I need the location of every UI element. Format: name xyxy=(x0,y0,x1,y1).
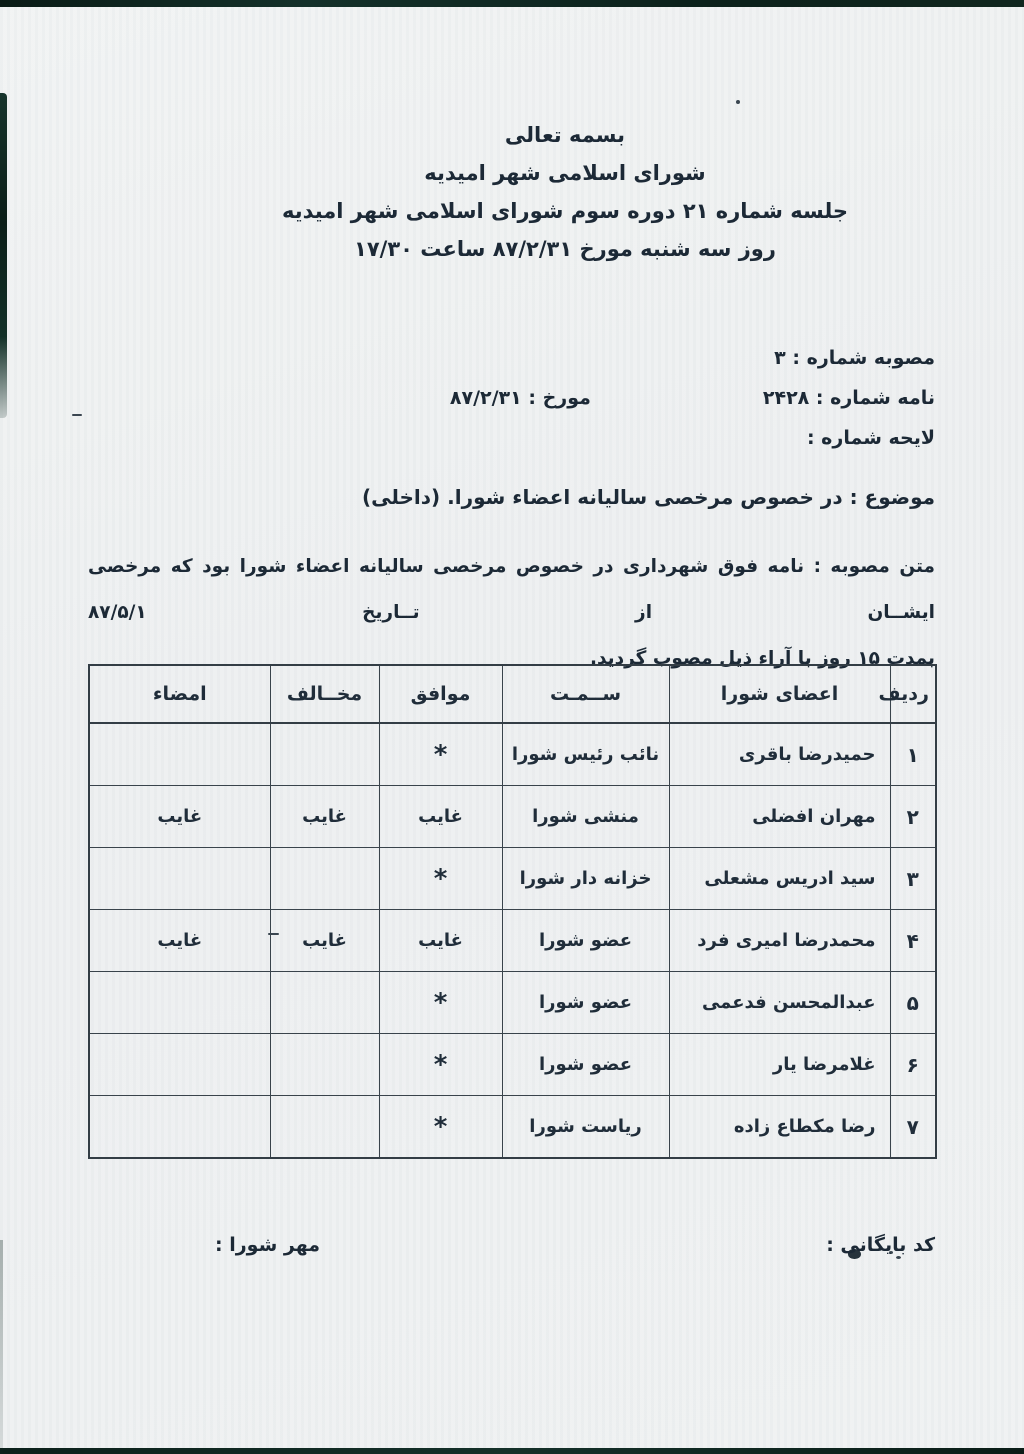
vote-table-row xyxy=(89,1034,936,1096)
resolution-meta xyxy=(88,338,935,458)
vote-table xyxy=(88,664,937,1159)
vote-table-header xyxy=(89,665,936,723)
col-header-signature: امضاء xyxy=(89,665,270,723)
cell-position: عضو شورا xyxy=(502,1034,669,1096)
cell-position: عضو شورا xyxy=(502,972,669,1034)
cell-position: ریاست شورا xyxy=(502,1096,669,1159)
cell-signature: غایب xyxy=(89,910,270,972)
cell-signature xyxy=(89,723,270,786)
cell-agree-vote: * xyxy=(379,848,502,910)
vote-table-header-row xyxy=(89,665,936,723)
scan-edge-top xyxy=(0,0,1024,7)
col-header-agree: موافق xyxy=(379,665,502,723)
cell-oppose-vote xyxy=(270,848,379,910)
resolution-body xyxy=(88,544,935,682)
cell-row-no: ۲ xyxy=(890,786,936,848)
cell-agree-vote: غایب xyxy=(379,786,502,848)
letter-date: مورخ : ۸۷/۲/۳۱ xyxy=(449,387,591,409)
cell-agree-vote: * xyxy=(379,972,502,1034)
bill-number-line xyxy=(88,418,935,458)
bill-number: لایحه شماره : xyxy=(806,427,935,449)
cell-agree-vote: * xyxy=(379,1034,502,1096)
cell-position: منشی شورا xyxy=(502,786,669,848)
cell-oppose-vote: غایب xyxy=(270,786,379,848)
vote-table-row xyxy=(89,972,936,1034)
cell-member-name: مهران افضلی xyxy=(669,786,890,848)
cell-member-name: سید ادریس مشعلی xyxy=(669,848,890,910)
letter-number: نامه شماره : ۲۴۲۸ xyxy=(762,387,935,409)
vote-table-row xyxy=(89,723,936,786)
resolution-number: مصوبه شماره : ۳ xyxy=(774,347,935,369)
cell-oppose-vote xyxy=(270,972,379,1034)
col-header-position: ســمـت xyxy=(502,665,669,723)
col-header-member: اعضای شورا xyxy=(669,665,890,723)
resolution-body-line-2: بمدت ۱۵ روز با آراء ذیل مصوب گردید. xyxy=(589,648,935,669)
cell-signature: غایب xyxy=(89,786,270,848)
cell-member-name: حمیدرضا باقری xyxy=(669,723,890,786)
council-name-line: شورای اسلامی شهر امیدیه xyxy=(424,161,706,185)
cell-signature xyxy=(89,1034,270,1096)
vote-table-row xyxy=(89,786,936,848)
cell-row-no: ۳ xyxy=(890,848,936,910)
cell-agree-vote: غایب xyxy=(379,910,502,972)
cell-position: عضو شورا xyxy=(502,910,669,972)
session-datetime-line: روز سه شنبه مورخ ۸۷/۲/۳۱ ساعت ۱۷/۳۰ xyxy=(354,237,776,261)
scan-speck xyxy=(72,414,82,416)
cell-signature xyxy=(89,972,270,1034)
resolution-body-line-1: متن مصوبه : نامه فوق شهرداری در خصوص مرخصی سالیانه اعضاء شورا بود که مرخصی ایشــان از تــاریخ ۸۷/۵/۱ xyxy=(88,556,935,623)
cell-row-no: ۵ xyxy=(890,972,936,1034)
scan-speck xyxy=(736,100,740,104)
cell-oppose-vote xyxy=(270,723,379,786)
basmala-line: بسمه تعالی xyxy=(504,123,626,147)
cell-member-name: محمدرضا امیری فرد xyxy=(669,910,890,972)
scan-edge-left xyxy=(0,93,7,418)
cell-member-name: عبدالمحسن فدعمی xyxy=(669,972,890,1034)
cell-oppose-vote: غایب xyxy=(270,910,379,972)
cell-oppose-vote xyxy=(270,1034,379,1096)
cell-oppose-vote xyxy=(270,1096,379,1159)
archive-code-label: کد بایگانی : xyxy=(826,1234,935,1256)
cell-row-no: ۴ xyxy=(890,910,936,972)
letter-number-line xyxy=(88,378,935,418)
cell-position: خزانه دار شورا xyxy=(502,848,669,910)
scan-edge-bottom xyxy=(0,1448,1024,1454)
cell-member-name: رضا مکطاع زاده xyxy=(669,1096,890,1159)
cell-row-no: ۷ xyxy=(890,1096,936,1159)
cell-row-no: ۱ xyxy=(890,723,936,786)
session-info-line: جلسه شماره ۲۱ دوره سوم شورای اسلامی شهر امیدیه xyxy=(281,199,849,223)
scan-edge-left-lower xyxy=(0,1240,3,1454)
col-header-row-no: ردیف xyxy=(890,665,936,723)
cell-member-name: غلامرضا یار xyxy=(669,1034,890,1096)
vote-table-row xyxy=(89,1096,936,1159)
cell-signature xyxy=(89,848,270,910)
subject-line: موضوع : در خصوص مرخصی سالیانه اعضاء شورا. (داخلی) xyxy=(361,485,935,509)
cell-row-no: ۶ xyxy=(890,1034,936,1096)
council-seal-label: مهر شورا : xyxy=(215,1234,321,1256)
cell-position: نائب رئیس شورا xyxy=(502,723,669,786)
resolution-number-line xyxy=(88,338,935,378)
col-header-oppose: مخــالف xyxy=(270,665,379,723)
cell-signature xyxy=(89,1096,270,1159)
document-header xyxy=(106,116,1024,268)
cell-agree-vote: * xyxy=(379,723,502,786)
vote-table-row xyxy=(89,910,936,972)
cell-agree-vote: * xyxy=(379,1096,502,1159)
vote-table-row xyxy=(89,848,936,910)
vote-table-body xyxy=(89,723,936,1158)
